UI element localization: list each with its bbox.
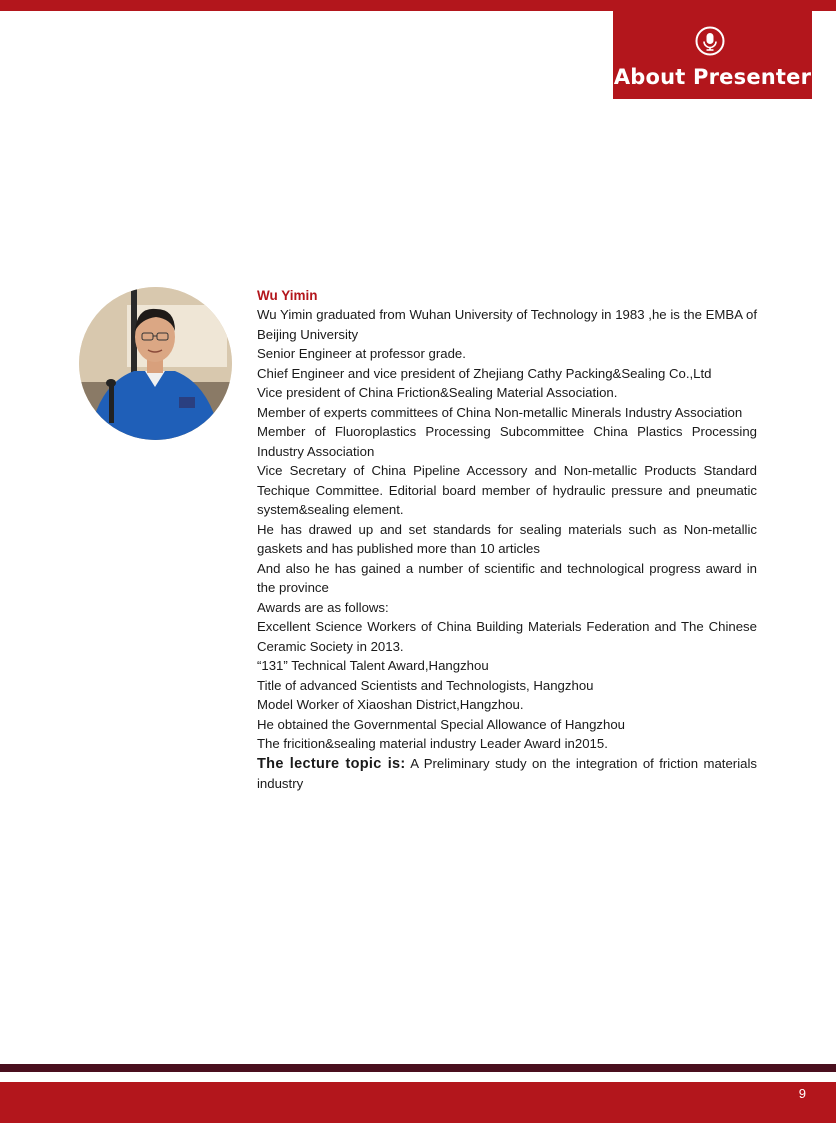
bio-paragraph: The fricition&sealing material industry Leader Award in2015.: [257, 736, 608, 751]
presenter-name: Wu Yimin: [257, 288, 318, 303]
section-title: About Presenter: [613, 65, 812, 89]
presenter-photo: [79, 287, 232, 440]
lecture-topic-text: A Preliminary study on the integration of friction materials industry: [257, 755, 757, 791]
bio-paragraph: Awards are as follows:: [257, 599, 389, 615]
page-number: 9: [798, 1086, 806, 1101]
presenter-bio-section: [257, 286, 757, 794]
bio-paragraph: Vice Secretary of China Pipeline Accessory and Non-metallic Products Standard Techique Committee. Editorial board member of hydraulic pressure and pneumatic system&sealing element.: [257, 463, 757, 517]
footer-bar: [0, 1082, 836, 1123]
bio-paragraph: “131” Technical Talent Award,Hangzhou: [257, 658, 489, 673]
bio-paragraph: He obtained the Governmental Special Allowance of Hangzhou: [257, 716, 626, 732]
bio-paragraph: Title of advanced Scientists and Technologists, Hangzhou: [257, 677, 594, 693]
lecture-topic-label: The lecture topic is:: [257, 755, 406, 772]
bio-paragraph: Model Worker of Xiaoshan District,Hangzhou.: [257, 697, 524, 712]
microphone-icon: [695, 26, 725, 56]
top-accent-bar: [0, 0, 836, 11]
bio-paragraph: And also he has gained a number of scientific and technological progress award in the province: [257, 560, 757, 595]
bio-paragraph: Excellent Science Workers of China Building Materials Federation and The Chinese Ceramic Society in 2013.: [257, 619, 757, 654]
footer-divider: [0, 1064, 836, 1072]
bio-paragraph: Wu Yimin graduated from Wuhan University of Technology in 1983 ,he is the EMBA of Beijing University: [257, 307, 757, 342]
lecture-topic: [257, 754, 757, 794]
bio-paragraph: He has drawed up and set standards for sealing materials such as Non-metallic gaskets and has published more than 10 articles: [257, 521, 757, 556]
bio-paragraph: Chief Engineer and vice president of Zhejiang Cathy Packing&Sealing Co.,Ltd: [257, 365, 712, 381]
bio-paragraph: Vice president of China Friction&Sealing Material Association.: [257, 385, 618, 400]
bio-paragraph: Member of Fluoroplastics Processing Subcommittee China Plastics Processing Industry Association: [257, 424, 757, 459]
section-header-badge: [613, 11, 812, 99]
bio-paragraph: Member of experts committees of China Non-metallic Minerals Industry Association: [257, 404, 743, 420]
bio-paragraph: Senior Engineer at professor grade.: [257, 346, 466, 361]
